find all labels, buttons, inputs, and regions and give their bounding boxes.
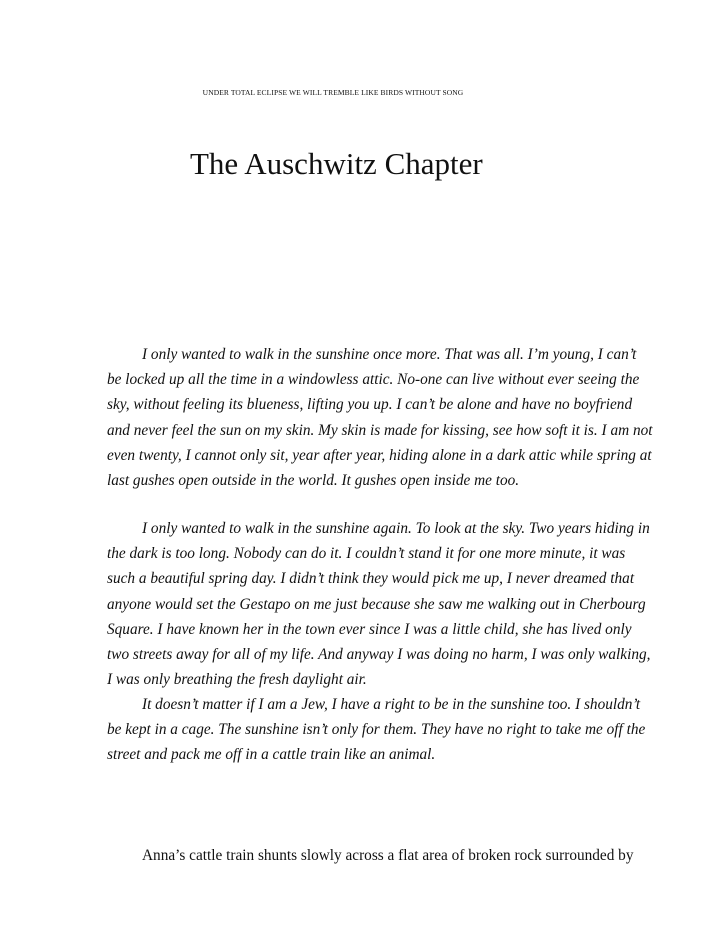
- text-line: be kept in a cage. The sunshine isn’t only for them. They have no right to take me off the: [107, 721, 646, 739]
- running-head: UNDER TOTAL ECLIPSE WE WILL TREMBLE LIKE BIRDS WITHOUT SONG: [202, 88, 464, 97]
- text-line: It doesn’t matter if I am a Jew, I have a right to be in the sunshine too. I shouldn’t: [142, 696, 641, 713]
- text-line: and never feel the sun on my skin. My skin is made for kissing, see how soft it is. I am not: [107, 421, 653, 439]
- text-line: Anna’s cattle train shunts slowly across a flat area of broken rock surrounded by: [142, 847, 634, 864]
- text-line: I only wanted to walk in the sunshine once more. That was all. I’m young, I can’t: [142, 346, 637, 363]
- paragraph: [107, 843, 634, 868]
- text-line: last gushes open outside in the world. It gushes open inside me too.: [107, 471, 520, 489]
- text-line: I only wanted to walk in the sunshine again. To look at the sky. Two years hiding in: [142, 520, 650, 537]
- text-line: sky, without feeling its blueness, lifting you up. I can’t be alone and have no boyfriend: [107, 396, 633, 414]
- text-line: even twenty, I cannot only sit, year after year, hiding alone in a dark attic while spring at: [107, 446, 652, 464]
- text-line: be locked up all the time in a windowless attic. No-one can live without ever seeing the: [107, 371, 640, 389]
- text-line: anyone would set the Gestapo on me just because she saw me walking out in Cherbourg: [107, 595, 646, 613]
- text-line: Square. I have known her in the town ever since I was a little child, she has lived only: [107, 620, 632, 638]
- paragraph: [107, 516, 651, 692]
- text-line: the dark is too long. Nobody can do it. I couldn’t stand it for one more minute, it was: [107, 545, 626, 563]
- text-line: street and pack me off in a cattle train like an animal.: [107, 746, 436, 764]
- paragraph: [107, 342, 653, 493]
- text-line: two streets away for all of my life. And anyway I was doing no harm, I was only walking,: [107, 645, 651, 663]
- text-line: such a beautiful spring day. I didn’t think they would pick me up, I never dreamed that: [107, 570, 635, 588]
- text-line: I was only breathing the fresh daylight air.: [107, 671, 367, 689]
- chapter-title: The Auschwitz Chapter: [190, 146, 483, 181]
- paragraph: [107, 692, 646, 768]
